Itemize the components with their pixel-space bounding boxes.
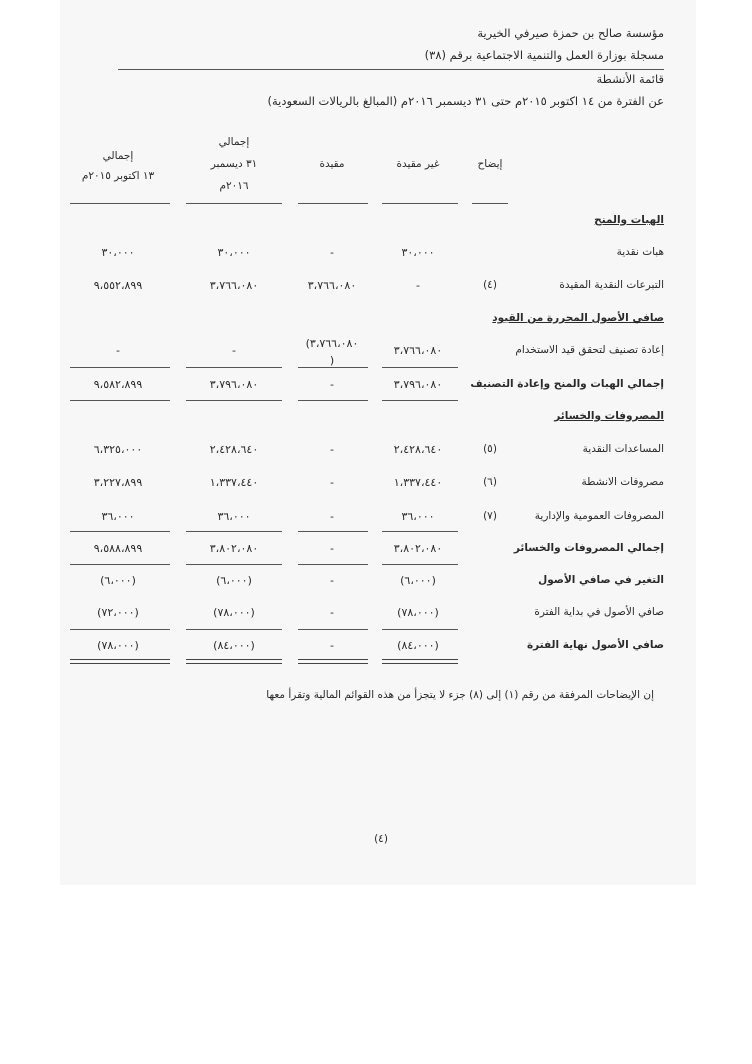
cell-total-2016: ٣٠،٠٠٠ bbox=[217, 246, 251, 259]
cell-total-2016: ٣،٧٩٦،٠٨٠ bbox=[209, 378, 259, 391]
cell-total-2015: (٦،٠٠٠) bbox=[100, 574, 136, 587]
subtotal-rule bbox=[70, 629, 170, 630]
cell-note: (٦) bbox=[483, 476, 497, 488]
subtotal-rule bbox=[186, 367, 282, 368]
organization-name: مؤسسة صالح بن حمزة صيرفي الخيرية bbox=[477, 26, 664, 40]
cell-unrestricted: ٣٦،٠٠٠ bbox=[401, 510, 435, 523]
row-label: المساعدات النقدية bbox=[582, 443, 664, 455]
row-label: هبات نقدية bbox=[616, 246, 664, 258]
col-header-rule bbox=[382, 203, 458, 204]
cell-restricted: - bbox=[330, 510, 334, 523]
cell-restricted: (٣،٧٦٦،٠٨٠ bbox=[305, 337, 359, 350]
page-number: (٤) bbox=[374, 833, 388, 845]
total-rule bbox=[70, 400, 170, 401]
col-header-total-2016-line2: ٣١ ديسمبر bbox=[210, 158, 258, 170]
subtotal-rule bbox=[186, 531, 282, 532]
total-rule bbox=[298, 564, 368, 565]
cell-restricted: - bbox=[330, 542, 334, 555]
row-label-total: إجمالي الهبات والمنح وإعادة التصنيف bbox=[470, 378, 664, 390]
col-header-total-2016-line3: ٢٠١٦م bbox=[219, 180, 249, 192]
row-label: مصروفات الانشطة bbox=[581, 476, 664, 488]
subtotal-rule bbox=[70, 367, 170, 368]
cell-restricted: - bbox=[330, 443, 334, 456]
cell-total-2016: (٧٨،٠٠٠) bbox=[213, 606, 255, 619]
cell-total-2015: ٩،٥٨٢،٨٩٩ bbox=[93, 378, 143, 391]
cell-total-2015: ٩،٥٥٢،٨٩٩ bbox=[93, 279, 143, 292]
col-header-total-2016-line1: إجمالي bbox=[218, 136, 250, 148]
cell-total-2016: ٣،٨٠٢،٠٨٠ bbox=[209, 542, 259, 555]
col-header-total-2015-line2: ١٣ اكتوبر ٢٠١٥م bbox=[81, 170, 155, 182]
cell-unrestricted: ٣،٨٠٢،٠٨٠ bbox=[393, 542, 443, 555]
section-grants: الهبات والمنح bbox=[594, 214, 664, 226]
cell-restricted: ٣،٧٦٦،٠٨٠ bbox=[307, 279, 357, 292]
section-expenses: المصروفات والخسائر bbox=[554, 410, 664, 422]
row-label-total: التغير في صافي الأصول bbox=[538, 574, 664, 586]
row-label: إعادة تصنيف لتحقق قيد الاستخدام bbox=[515, 344, 664, 356]
cell-unrestricted: ٢،٤٢٨،٦٤٠ bbox=[393, 443, 443, 456]
subtotal-rule bbox=[298, 629, 368, 630]
cell-total-2015: ٩،٥٨٨،٨٩٩ bbox=[93, 542, 143, 555]
cell-unrestricted: ١،٣٣٧،٤٤٠ bbox=[393, 476, 443, 489]
grand-total-double-rule bbox=[186, 659, 282, 664]
cell-restricted: - bbox=[330, 476, 334, 489]
cell-total-2016: ٢،٤٢٨،٦٤٠ bbox=[209, 443, 259, 456]
cell-note: (٤) bbox=[483, 279, 497, 291]
col-header-rule bbox=[472, 203, 508, 204]
grand-total-double-rule bbox=[70, 659, 170, 664]
cell-total-2016: (٨٤،٠٠٠) bbox=[213, 639, 255, 652]
col-header-unrestricted: غير مقيدة bbox=[396, 158, 440, 170]
grand-total-double-rule bbox=[382, 659, 458, 664]
total-rule bbox=[298, 400, 368, 401]
col-header-total-2015-line1: إجمالي bbox=[102, 150, 134, 162]
cell-unrestricted: (٧٨،٠٠٠) bbox=[397, 606, 439, 619]
total-rule bbox=[382, 564, 458, 565]
cell-restricted: - bbox=[330, 606, 334, 619]
cell-unrestricted: ٣٠،٠٠٠ bbox=[401, 246, 435, 259]
cell-total-2015: (٧٨،٠٠٠) bbox=[97, 639, 139, 652]
row-label-total: إجمالي المصروفات والخسائر bbox=[513, 542, 664, 554]
total-rule bbox=[382, 400, 458, 401]
row-label: المصروفات العمومية والإدارية bbox=[534, 510, 664, 522]
total-rule bbox=[70, 564, 170, 565]
cell-total-2015: ٦،٣٢٥،٠٠٠ bbox=[93, 443, 143, 456]
cell-total-2015: - bbox=[116, 344, 120, 357]
cell-unrestricted: ٣،٧٦٦،٠٨٠ bbox=[393, 344, 443, 357]
subtotal-rule bbox=[382, 367, 458, 368]
col-header-restricted: مقيدة bbox=[319, 158, 345, 170]
row-label: التبرعات النقدية المقيدة bbox=[559, 279, 664, 291]
row-label: صافي الأصول في بداية الفترة bbox=[534, 606, 664, 618]
section-released-net-assets: صافي الأصول المحررة من القيود bbox=[492, 312, 664, 324]
header-rule bbox=[118, 69, 664, 70]
cell-total-2016: (٦،٠٠٠) bbox=[216, 574, 252, 587]
total-rule bbox=[186, 400, 282, 401]
cell-total-2015: ٣٦،٠٠٠ bbox=[101, 510, 135, 523]
cell-unrestricted: (٨٤،٠٠٠) bbox=[397, 639, 439, 652]
cell-note: (٧) bbox=[483, 510, 497, 522]
cell-unrestricted: - bbox=[416, 279, 420, 292]
cell-restricted-continued: ) bbox=[329, 354, 335, 367]
col-header-rule bbox=[186, 203, 282, 204]
subtotal-rule bbox=[186, 629, 282, 630]
cell-total-2016: - bbox=[232, 344, 236, 357]
row-label-total: صافي الأصول نهاية الفترة bbox=[526, 639, 664, 651]
registration-line: مسجلة بوزارة العمل والتنمية الاجتماعية برقم (٣٨) bbox=[424, 48, 664, 62]
cell-total-2015: ٣٠،٠٠٠ bbox=[101, 246, 135, 259]
cell-restricted: - bbox=[330, 639, 334, 652]
footnote: إن الإيضاحات المرفقة من رقم (١) إلى (٨) جزء لا يتجزأ من هذه القوائم المالية وتقرأ معها bbox=[266, 689, 654, 701]
col-header-rule bbox=[298, 203, 368, 204]
grand-total-double-rule bbox=[298, 659, 368, 664]
cell-note: (٥) bbox=[483, 443, 497, 455]
period-description: عن الفترة من ١٤ اكتوبر ٢٠١٥م حتى ٣١ ديسمبر ٢٠١٦م (المبالغ بالريالات السعودية) bbox=[267, 94, 664, 108]
cell-restricted: - bbox=[330, 246, 334, 259]
subtotal-rule bbox=[382, 629, 458, 630]
subtotal-rule bbox=[70, 531, 170, 532]
cell-restricted: - bbox=[330, 378, 334, 391]
statement-title: قائمة الأنشطة bbox=[596, 72, 664, 86]
subtotal-rule bbox=[298, 531, 368, 532]
cell-total-2016: ١،٣٣٧،٤٤٠ bbox=[209, 476, 259, 489]
col-header-rule bbox=[70, 203, 170, 204]
cell-total-2016: ٣،٧٦٦،٠٨٠ bbox=[209, 279, 259, 292]
cell-unrestricted: ٣،٧٩٦،٠٨٠ bbox=[393, 378, 443, 391]
cell-restricted: - bbox=[330, 574, 334, 587]
total-rule bbox=[186, 564, 282, 565]
cell-unrestricted: (٦،٠٠٠) bbox=[400, 574, 436, 587]
cell-total-2016: ٣٦،٠٠٠ bbox=[217, 510, 251, 523]
col-header-note: إيضاح bbox=[477, 158, 503, 170]
cell-total-2015: (٧٢،٠٠٠) bbox=[97, 606, 139, 619]
cell-total-2015: ٣،٢٢٧،٨٩٩ bbox=[93, 476, 143, 489]
subtotal-rule bbox=[382, 531, 458, 532]
subtotal-rule bbox=[298, 367, 368, 368]
